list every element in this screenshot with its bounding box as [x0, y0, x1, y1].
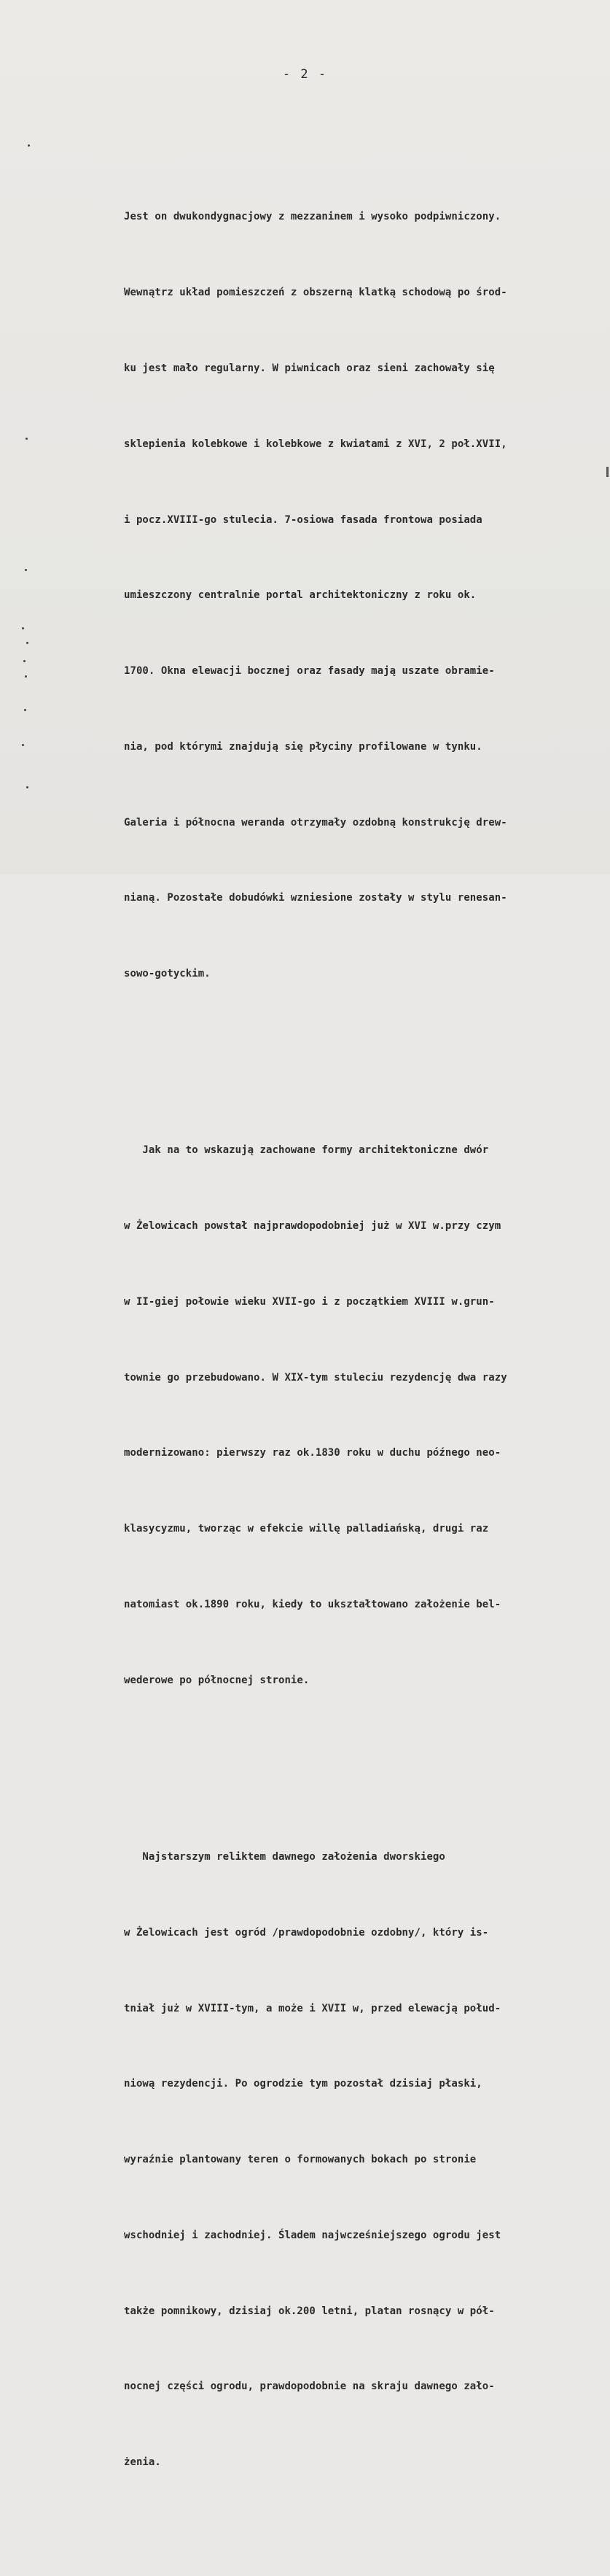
text-line: 1700. Okna elewacji bocznej oraz fasady mają uszate obramie-	[124, 665, 495, 678]
text-line: klasycyzmu, tworząc w efekcie willę palladiańską, drugi raz	[124, 1523, 489, 1535]
text-line: townie go przebudowano. W XIX-tym stuleciu rezydencję dwa razy	[124, 1371, 507, 1384]
margin-dot	[25, 675, 27, 678]
text-line: niową rezydencji. Po ogrodzie tym pozostał dzisiaj płaski,	[124, 2078, 482, 2090]
paragraph-2	[124, 1087, 594, 1743]
text-line: Jak na to wskazują zachowane formy architektoniczne dwór	[124, 1144, 489, 1157]
margin-dot	[26, 786, 28, 788]
margin-dot	[28, 144, 30, 147]
text-line: Wewnątrz układ pomieszczeń z obszerną klatką schodową po środ-	[124, 287, 507, 299]
margin-dot	[25, 569, 27, 571]
margin-dot	[24, 709, 26, 711]
text-line: w Żelowicach powstał najprawdopodobniej już w XVI w.przy czym	[124, 1220, 501, 1233]
margin-dot	[22, 744, 24, 746]
margin-dot	[26, 642, 28, 644]
margin-dot	[22, 627, 24, 629]
text-line: w II-giej połowie wieku XVII-go i z początkiem XVIII w.grun-	[124, 1295, 495, 1308]
text-line: Najstarszym reliktem dawnego założenia dworskiego	[124, 1850, 445, 1863]
body-text	[124, 104, 594, 2576]
text-line: nocnej części ogrodu, prawdopodobnie na skraju dawnego zało-	[124, 2381, 495, 2393]
text-line: wschodniej i zachodniej. Śladem najwcześniejszego ogrodu jest	[124, 2229, 501, 2241]
edge-mark	[606, 467, 609, 477]
text-line: także pomnikowy, dzisiaj ok.200 letni, platan rosnący w pół-	[124, 2305, 495, 2317]
text-line: wyraźnie plantowany teren o formowanych bokach po stronie	[124, 2154, 477, 2166]
text-line: modernizowano: pierwszy raz ok.1830 roku w duchu późnego neo-	[124, 1447, 501, 1459]
text-line: ku jest mało regularny. W piwnicach oraz sieni zachowały się	[124, 362, 495, 374]
text-line: sklepienia kolebkowe i kolebkowe z kwiatami z XVI, 2 poł.XVII,	[124, 438, 507, 450]
text-line: nianą. Pozostałe dobudówki wzniesione zostały w stylu renesan-	[124, 892, 507, 904]
page-number: - 2 -	[282, 67, 328, 82]
text-line: tniał już w XVIII-tym, a może i XVII w, przed elewacją połud-	[124, 2002, 501, 2014]
text-line: w Żelowicach jest ogród /prawdopodobnie ozdobny/, który is-	[124, 1926, 489, 1939]
margin-dot	[26, 438, 28, 440]
text-line: sowo-gotyckim.	[124, 968, 211, 980]
text-line: natomiast ok.1890 roku, kiedy to ukształtowano założenie bel-	[124, 1599, 501, 1611]
text-line: umieszczony centralnie portal architektoniczny z roku ok.	[124, 589, 477, 602]
paragraph-1	[124, 154, 594, 1037]
text-line: żenia.	[124, 2456, 161, 2469]
text-line: Jest on dwukondygnacjowy z mezzaninem i wysoko podpiwniczony.	[124, 211, 501, 223]
text-line: nia, pod którymi znajdują się płyciny profilowane w tynku.	[124, 740, 482, 753]
text-line: Galeria i północna weranda otrzymały ozdobną konstrukcję drew-	[124, 816, 507, 829]
text-line: i pocz.XVIII-go stulecia. 7-osiowa fasada frontowa posiada	[124, 513, 482, 526]
paragraph-3	[124, 1794, 594, 2526]
margin-dot	[23, 660, 26, 662]
text-line: wederowe po północnej stronie.	[124, 1674, 310, 1686]
